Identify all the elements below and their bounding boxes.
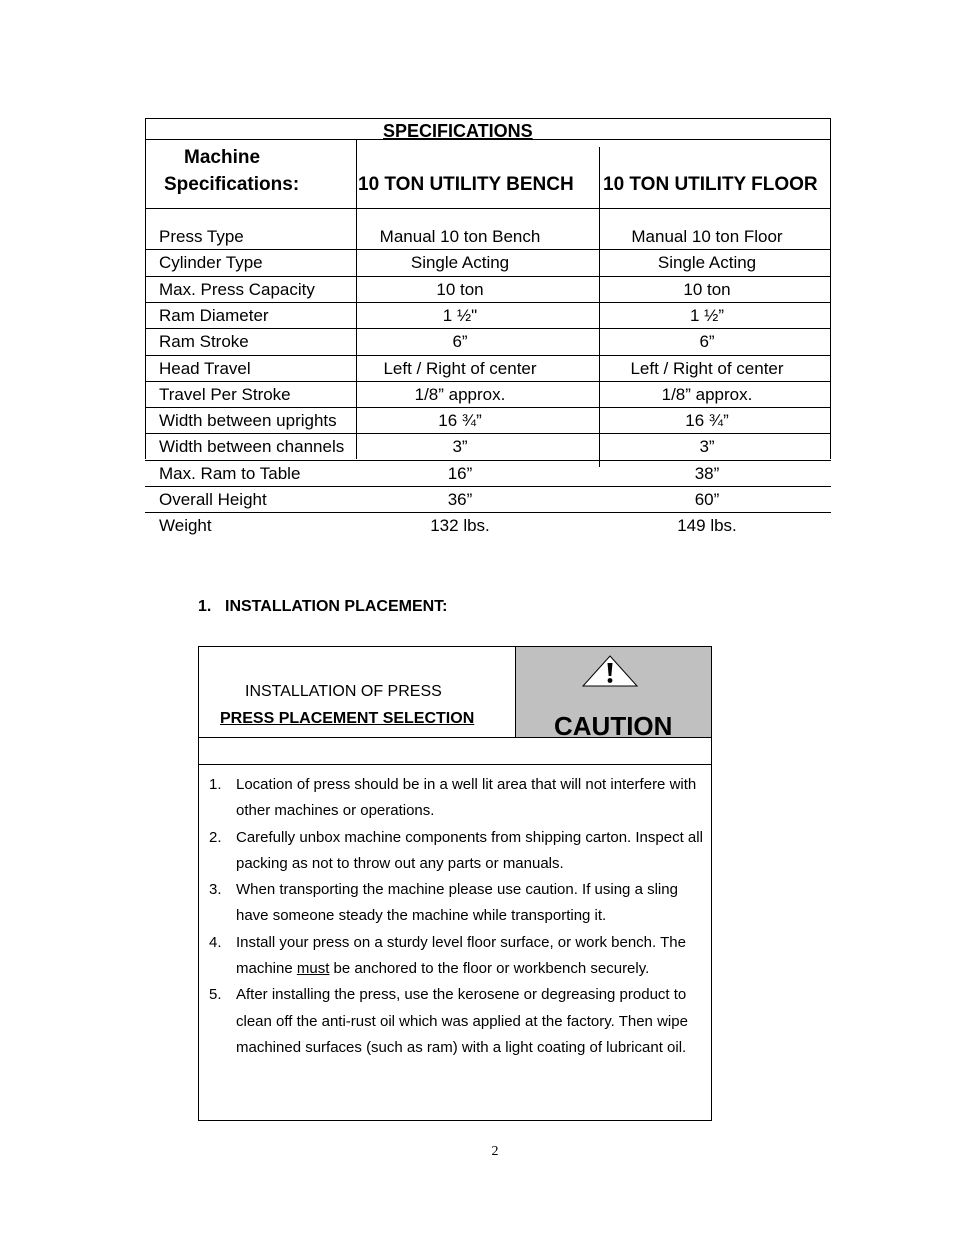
installation-steps-box: [198, 764, 712, 1121]
spec-row-bench-value: 36”: [447, 490, 473, 509]
spec-row-bench-value: Single Acting: [410, 253, 510, 273]
row-divider: [145, 433, 831, 434]
spec-row-bench-value: 1/8” approx.: [414, 384, 506, 404]
spec-row-label: Width between channels: [159, 437, 345, 457]
header-bench: 10 TON UTILITY BENCH: [358, 174, 574, 195]
column-divider-2: [599, 147, 600, 467]
spec-row-label: Overall Height: [159, 490, 267, 509]
step-number: 1.: [209, 776, 222, 793]
spec-row-bench-value: 16”: [447, 463, 473, 483]
step-number: 4.: [209, 933, 222, 951]
warning-triangle-icon: [582, 655, 638, 687]
spec-row-floor-value: Left / Right of center: [630, 358, 784, 378]
spec-row-floor-value: 60”: [694, 490, 720, 509]
caution-header: [198, 646, 712, 741]
header-divider: [145, 208, 831, 209]
spec-row-bench-value: 1 ½": [442, 305, 478, 325]
step-text-after: be anchored to the floor or workbench securely.: [329, 960, 650, 978]
caution-spacer: [198, 737, 712, 765]
spec-row-label: Press Type: [159, 227, 244, 246]
spec-row-floor-value: Single Acting: [657, 253, 757, 273]
header-floor: 10 TON UTILITY FLOOR: [603, 174, 818, 195]
spec-row-floor-value: 38”: [694, 463, 720, 483]
spec-row-floor-value: 3”: [699, 437, 715, 457]
caution-text-cell: [199, 647, 516, 737]
spec-row-label: Ram Stroke: [159, 332, 249, 352]
list-item: [199, 772, 711, 825]
caution-heading: PRESS PLACEMENT SELECTION: [220, 710, 475, 727]
spec-row-label: Ram Diameter: [159, 305, 269, 325]
step-text: Carefully unbox machine components from shipping carton. Inspect all packing as not to throw out any parts or manuals.: [236, 828, 703, 872]
list-item: [199, 930, 711, 983]
spec-row-bench-value: 3”: [452, 437, 468, 457]
spec-row-bench-value: Left / Right of center: [383, 358, 537, 378]
step-number: 3.: [209, 881, 222, 899]
list-item: [199, 877, 711, 930]
spec-row-bench-value: 16 ¾”: [438, 411, 482, 431]
spec-row-floor-value: Manual 10 ton Floor: [631, 227, 783, 246]
step-text: Location of press should be in a well lit area that will not interfere with other machines or operations.: [236, 776, 697, 820]
spec-row-label: Weight: [159, 516, 212, 536]
spec-row-label: Travel Per Stroke: [159, 384, 291, 404]
spec-row-floor-value: 1 ½”: [689, 305, 725, 325]
caution-label-cell: [516, 647, 711, 741]
spec-row-label: Max. Ram to Table: [159, 463, 301, 483]
row-divider: [145, 328, 831, 329]
spec-row-floor-value: 1/8” approx.: [661, 384, 753, 404]
header-label-line2: Specifications:: [164, 174, 300, 195]
step-text-before: Install your press on a sturdy level floor surface, or work bench. The machine: [236, 933, 686, 978]
table-border-top: [145, 118, 831, 119]
column-divider-1: [356, 139, 357, 459]
row-divider: [145, 407, 831, 408]
caution-word: CAUTION: [554, 711, 673, 741]
specifications-table: [145, 118, 831, 548]
section-number: 1.: [198, 598, 212, 615]
caution-subject: INSTALLATION OF PRESS: [245, 683, 442, 700]
header-label-line1: Machine: [184, 147, 261, 168]
step-number: 5.: [209, 986, 222, 1004]
spec-row-floor-value: 10 ton: [683, 279, 731, 299]
spec-row-bench-value: 10 ton: [436, 279, 484, 299]
row-divider: [145, 276, 831, 277]
section-title: INSTALLATION PLACEMENT:: [225, 598, 448, 615]
installation-steps: [199, 772, 711, 1061]
step-text: [236, 934, 686, 977]
step-text-emphasis: must: [296, 960, 330, 978]
row-divider: [145, 249, 831, 250]
row-divider: [145, 355, 831, 356]
row-divider: [145, 512, 831, 513]
row-divider: [145, 302, 831, 303]
row-divider: [145, 460, 831, 461]
spec-row-label: Width between uprights: [159, 411, 337, 431]
row-divider: [145, 381, 831, 382]
step-number: 2.: [209, 828, 222, 846]
spec-row-label: Max. Press Capacity: [159, 279, 315, 299]
list-item: [199, 825, 711, 878]
specifications-title: SPECIFICATIONS: [383, 121, 533, 141]
section-heading: [198, 598, 448, 616]
spec-row-bench-value: 132 lbs.: [430, 516, 490, 536]
spec-row-bench-value: 6”: [452, 332, 468, 352]
spec-row-floor-value: 6”: [699, 332, 715, 352]
step-text: After installing the press, use the kerosene or degreasing product to clean off the anti-rust oil which was applied at the factory. Then wipe machined surfaces (such as ram) with a light coating of lubricant oil.: [236, 986, 688, 1056]
row-divider: [145, 486, 831, 487]
spec-row-floor-value: 149 lbs.: [677, 516, 737, 536]
page-number: 2: [491, 1144, 499, 1159]
spec-row-floor-value: 16 ¾”: [685, 411, 729, 431]
step-text: When transporting the machine please use caution. If using a sling have someone steady the machine while transporting it.: [236, 881, 678, 925]
list-item: [199, 982, 711, 1061]
spec-row-label: Cylinder Type: [159, 253, 263, 273]
spec-row-label: Head Travel: [159, 358, 251, 378]
spec-row-bench-value: Manual 10 ton Bench: [379, 227, 541, 246]
